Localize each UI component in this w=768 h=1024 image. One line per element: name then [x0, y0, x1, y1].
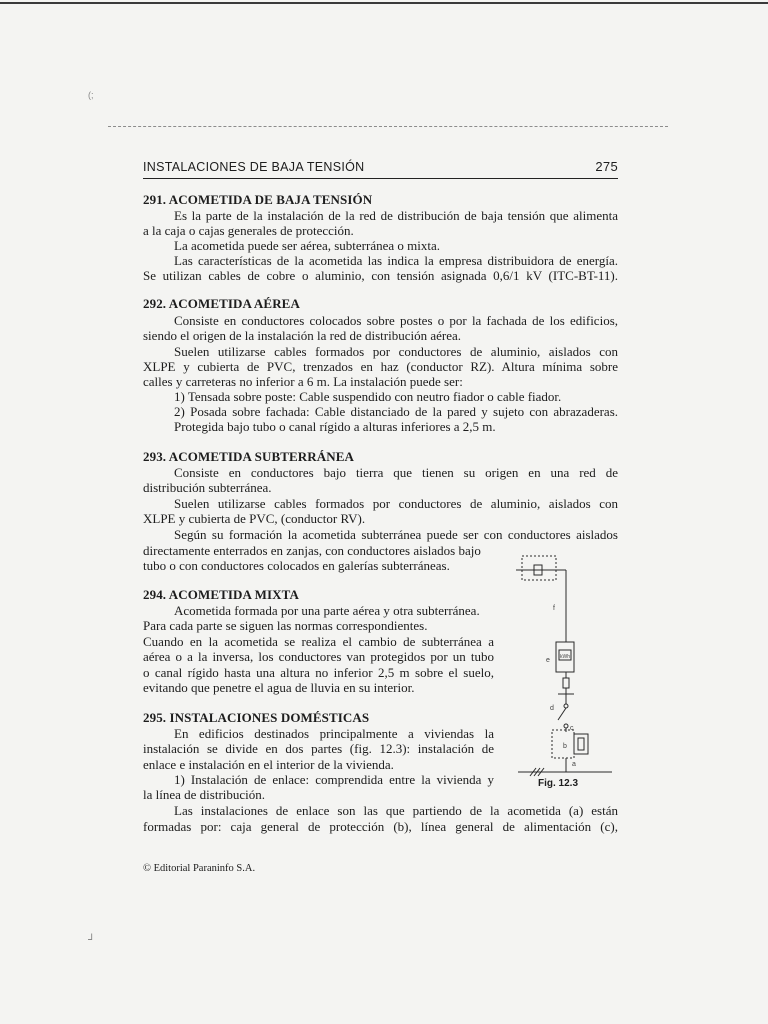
figure-label-kwh: kWh [560, 654, 570, 660]
figure-small-fuse [563, 678, 569, 688]
figure-caption: Fig. 12.3 [538, 778, 579, 789]
text-line: Según su formación la acometida subterránea puede ser con conductores aislados [174, 527, 618, 542]
text-line: Para cada parte se siguen las normas correspondientes. [143, 618, 428, 633]
text-line: la línea de distribución. [143, 787, 266, 802]
text-line: o canal rígido hasta una altura no inferior 2,5 m sobre el suelo, [143, 665, 494, 680]
text-line: Las instalaciones de enlace son las que partiendo de la acometida (a) están [174, 803, 618, 818]
scan-mark: (; [88, 90, 94, 100]
section-heading: 294. ACOMETIDA MIXTA [143, 587, 299, 602]
figure-label-b: b [563, 743, 567, 750]
text-line: directamente enterrados en zanjas, con conductores aislados bajo [143, 543, 481, 558]
text-line: Consiste en conductores bajo tierra que tienen su origen en una red de [174, 465, 618, 480]
text-line: evitando que penetre el agua de lluvia en su interior. [143, 680, 415, 695]
text-line: tubo o con conductores colocados en galerías subterráneas. [143, 558, 450, 573]
text-line: XLPE y cubierta de PVC, (conductor RV). [143, 511, 366, 526]
text-line: La acometida puede ser aérea, subterránea o mixta. [174, 238, 440, 253]
text-line: Suelen utilizarse cables formados por conductores de aluminio, aislados con [174, 496, 618, 511]
text-line: enlace e instalación en el interior de la vivienda. [143, 757, 394, 772]
text-line: Es la parte de la instalación de la red de distribución de baja tensión que alimenta [174, 208, 618, 223]
text-line: siendo el origen de la instalación la red de distribución aérea. [143, 328, 462, 343]
text-line: Acometida formada por una parte aérea y otra subterránea. [174, 603, 480, 618]
text-line: Protegida bajo tubo o canal rígido a alturas inferiores a 2,5 m. [174, 419, 496, 434]
text-line: Se utilizan cables de cobre o aluminio, con tensión asignada 0,6/1 kV (ITC-BT-11). [143, 268, 618, 283]
section-heading: 293. ACOMETIDA SUBTERRÁNEA [143, 449, 354, 464]
scan-dashed-line [108, 126, 668, 127]
text-line: 1) Tensada sobre poste: Cable suspendido con neutro fiador o cable fiador. [174, 389, 562, 404]
figure-label-c: c [570, 725, 574, 732]
text-line: 2) Posada sobre fachada: Cable distanciado de la pared y sujeto con abrazaderas. [174, 404, 618, 419]
figure-switch-blade [558, 708, 566, 720]
text-line: instalación se divide en dos partes (fig. 12.3): instalación de [143, 741, 494, 756]
figure-switch-node [564, 704, 568, 708]
running-header [143, 158, 618, 179]
text-line: aérea o a la inversa, los conductores van protegidos por un tubo [143, 649, 494, 664]
text-line: a la caja o cajas generales de protección. [143, 223, 354, 238]
text-line: XLPE y cubierta de PVC, trenzados en haz (conductor RZ). Altura mínima sobre [143, 359, 618, 374]
page-number: 275 [595, 159, 618, 174]
figure-label-a: a [572, 761, 576, 768]
figure-dashed-box [522, 556, 556, 580]
footer-copyright: © Editorial Paraninfo S.A. [143, 863, 256, 874]
figure-label-e: e [546, 657, 550, 664]
figure-12-3-diagram [508, 554, 618, 804]
text-line: Consiste en conductores colocados sobre postes o por la fachada de los edificios, [174, 313, 618, 328]
section-heading: 295. INSTALACIONES DOMÉSTICAS [143, 710, 370, 725]
text-line: 1) Instalación de enlace: comprendida entre la vivienda y [174, 772, 494, 787]
text-line: distribución subterránea. [143, 480, 272, 495]
text-line: calles y carreteras no inferior a 6 m. La instalación puede ser: [143, 374, 463, 389]
scan-border-top [0, 2, 768, 4]
figure-label-d: d [550, 705, 554, 712]
text-line: En edificios destinados principalmente a viviendas la [174, 726, 494, 741]
figure-label-f: f [553, 605, 555, 612]
section-heading: 292. ACOMETIDA AÉREA [143, 296, 300, 311]
text-line: Las características de la acometida las indica la empresa distribuidora de energía. [174, 253, 618, 268]
scan-mark: ⅃ [88, 932, 94, 942]
text-line: Cuando en la acometida se realiza el cambio de subterránea a [143, 634, 494, 649]
text-line: formadas por: caja general de protección (b), línea general de alimentación (c), [143, 819, 618, 834]
figure-cgp-box [574, 734, 588, 754]
section-heading: 291. ACOMETIDA DE BAJA TENSIÓN [143, 192, 373, 207]
text-line: Suelen utilizarse cables formados por conductores de aluminio, aislados con [174, 344, 618, 359]
running-title: INSTALACIONES DE BAJA TENSIÓN [143, 160, 365, 174]
